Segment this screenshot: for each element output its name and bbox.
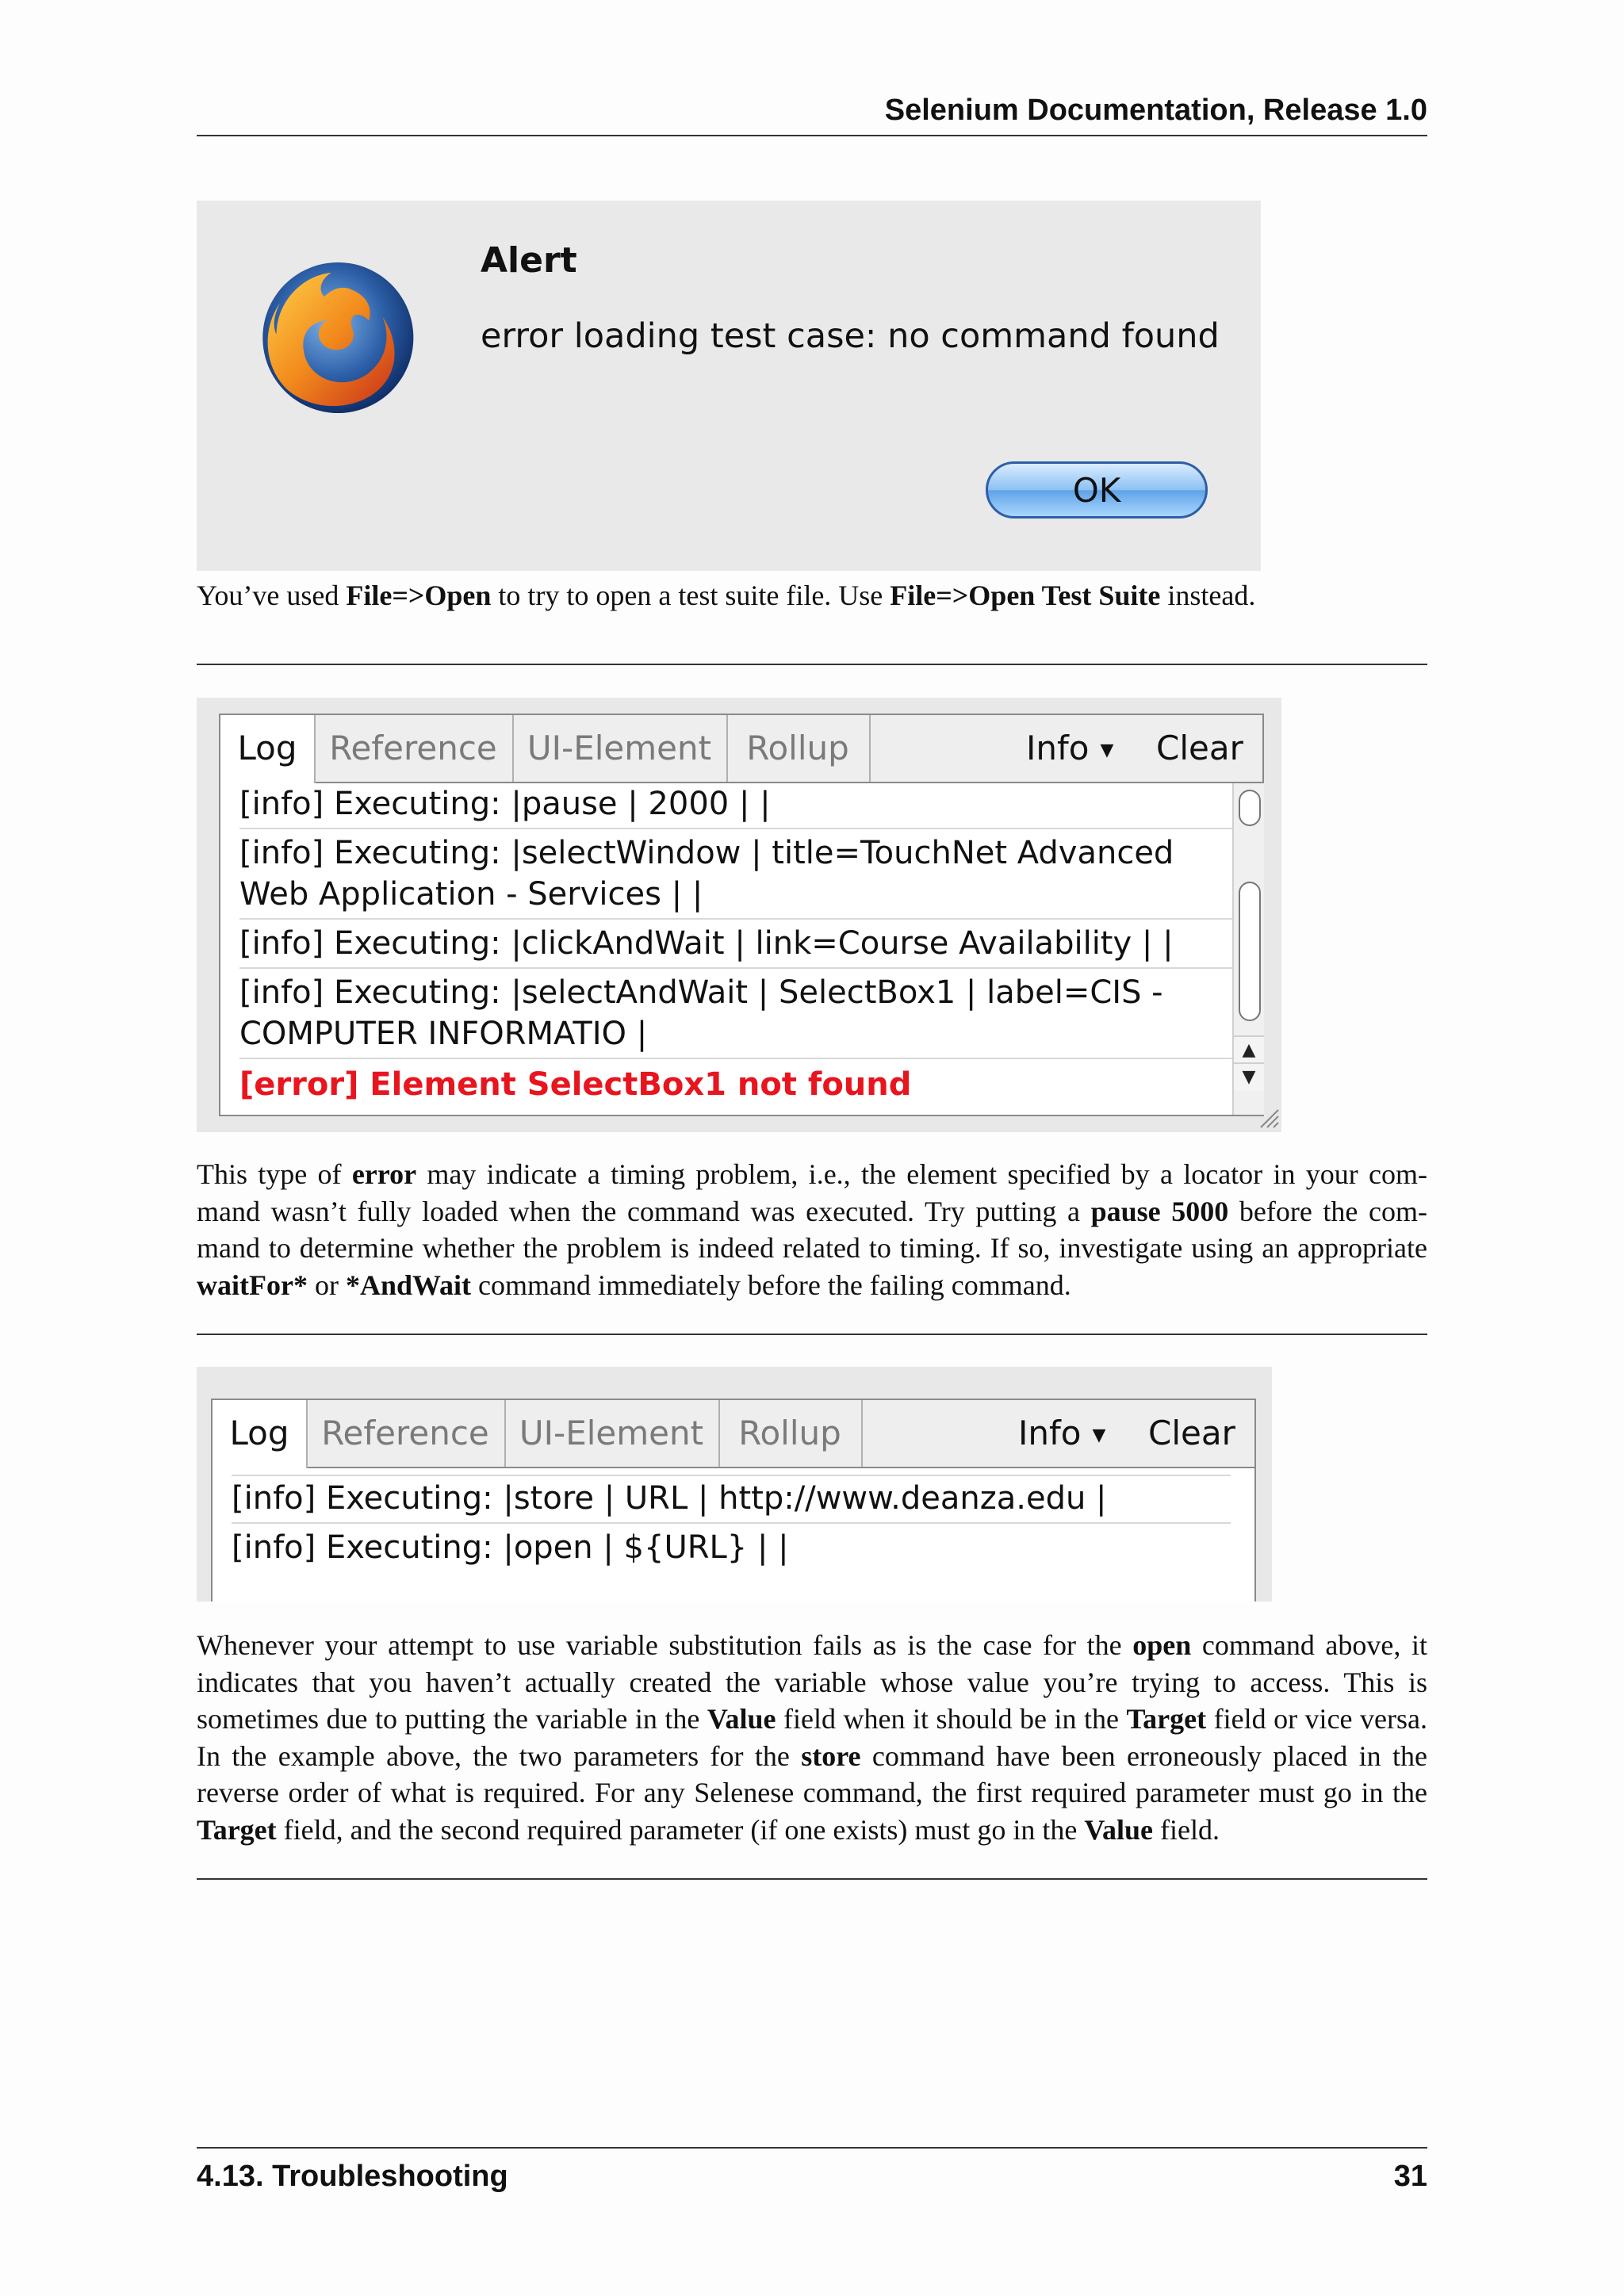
paragraph-file-open [197, 577, 1427, 614]
bold-run: waitFor* [197, 1269, 308, 1301]
tab-ui-element[interactable]: UI-Element [504, 1400, 720, 1467]
paragraph-variable-substitution [197, 1627, 1427, 1848]
footer-section-title: 4.13. Troubleshooting [197, 2160, 508, 2193]
firefox-logo-icon [249, 252, 420, 423]
log-entry: [info] Executing: |selectWindow | title=TouchNet Advanced [239, 835, 1174, 871]
scroll-thumb-top [1239, 790, 1261, 826]
entry-separator [239, 967, 1239, 969]
bold-run: error [351, 1158, 417, 1190]
tab-log[interactable]: Log [220, 715, 316, 783]
scroll-down-arrow-icon[interactable]: ▼ [1234, 1062, 1264, 1091]
alert-title: Alert [481, 240, 577, 281]
bold-run: Target [1126, 1703, 1207, 1735]
log-entry-continued: Web Application - Services | | [239, 876, 703, 913]
text-run: field. [1153, 1813, 1220, 1846]
bold-run: store [801, 1739, 861, 1772]
log-level-label: Info [1026, 729, 1090, 767]
bold-run: open [1132, 1629, 1192, 1661]
entry-separator [232, 1522, 1231, 1524]
ok-button[interactable]: OK [986, 461, 1208, 519]
log-entry: [info] Executing: |clickAndWait | link=Course Availability | | [239, 925, 1174, 962]
log-box [219, 714, 1264, 1116]
log-entry-error: [error] Element SelectBox1 not found [239, 1066, 912, 1103]
log-panel-screenshot-1 [197, 698, 1281, 1132]
log-entry: [info] Executing: |store | URL | http://www.deanza.edu | [232, 1480, 1107, 1517]
divider [197, 1878, 1427, 1880]
tab-reference[interactable]: Reference [314, 715, 514, 782]
entry-separator [239, 1058, 1239, 1059]
bold-run: Value [1084, 1813, 1154, 1846]
clear-button[interactable]: Clear [1148, 1414, 1235, 1452]
log-level-select[interactable] [1018, 1400, 1105, 1467]
text-run: may indicate a timing problem, i.e., the element specified by a locator in your com-mand wasn’t fully loaded when the command was executed. Try putting a [197, 1158, 1427, 1227]
paragraph-error-timing [197, 1156, 1427, 1303]
log-level-select[interactable] [1026, 715, 1113, 782]
log-box [211, 1399, 1256, 1601]
bold-run: File=>Open [346, 580, 492, 611]
text-run: field or vice versa. In the example above, the two parameters for the [197, 1703, 1427, 1772]
text-run: command immediately before the failing command. [471, 1269, 1071, 1301]
scroll-thumb[interactable] [1239, 882, 1261, 1021]
chevron-down-icon: ▼ [1100, 740, 1114, 760]
resize-grip-icon[interactable] [1256, 1105, 1280, 1129]
entry-separator [239, 918, 1239, 920]
tab-rollup[interactable]: Rollup [718, 1400, 863, 1467]
tab-ui-element[interactable]: UI-Element [512, 715, 728, 782]
scroll-up-arrow-icon[interactable]: ▲ [1234, 1035, 1264, 1064]
text-run: field when it should be in the [776, 1703, 1127, 1735]
clear-button[interactable]: Clear [1156, 729, 1243, 767]
text-run: before the com-mand to determine whether the problem is indeed related to timing. If so, investigate using an appropriate [197, 1195, 1427, 1264]
bold-run: File=>Open Test Suite [890, 580, 1161, 611]
entry-separator [239, 828, 1239, 829]
text-run: or [307, 1269, 346, 1301]
text-run: This type of [197, 1158, 352, 1190]
text-run: You’ve used [197, 580, 347, 611]
running-header [197, 87, 1427, 136]
log-entry-continued: COMPUTER INFORMATIO | [239, 1016, 648, 1052]
bold-run: Target [197, 1813, 277, 1846]
bold-run: *AndWait [345, 1269, 472, 1301]
bold-run: Value [707, 1703, 776, 1735]
log-entry: [info] Executing: |selectAndWait | SelectBox1 | label=CIS - [239, 974, 1163, 1011]
tab-reference[interactable]: Reference [306, 1400, 506, 1467]
log-entry: [info] Executing: |open | ${URL} | | [232, 1529, 789, 1566]
entry-separator [232, 1475, 1231, 1476]
log-panel-screenshot-2 [197, 1367, 1272, 1601]
text-run: instead. [1160, 580, 1256, 611]
alert-message: error loading test case: no command found [481, 316, 1220, 356]
text-run: field, and the second required parameter (if one exists) must go in the [276, 1813, 1085, 1846]
scrollbar[interactable] [1232, 783, 1264, 1115]
text-run: to try to open a test suite file. Use [491, 580, 891, 611]
bold-run: pause 5000 [1090, 1195, 1229, 1227]
page-number: 31 [1393, 2160, 1427, 2193]
alert-dialog-screenshot [197, 201, 1261, 571]
tab-log[interactable]: Log [213, 1400, 308, 1468]
tab-bar [213, 1400, 1254, 1468]
text-run: command above, it indicates that you haven’t actually created the variable whose value you’re trying to access. This is sometimes due to putting the variable in the [197, 1629, 1428, 1735]
divider [197, 1334, 1427, 1335]
chevron-down-icon: ▼ [1092, 1425, 1106, 1445]
text-run: Whenever your attempt to use variable substitution fails as is the case for the [197, 1629, 1133, 1661]
text-run: command have been erroneously placed in the reverse order of what is required. For any Selenese command, the first required parameter must go in the [197, 1739, 1427, 1808]
running-header-title: Selenium Documentation, Release 1.0 [884, 94, 1427, 127]
divider [197, 664, 1427, 665]
page-footer [197, 2147, 1427, 2193]
tab-rollup[interactable]: Rollup [726, 715, 871, 782]
log-entry: [info] Executing: |pause | 2000 | | [239, 786, 771, 822]
tab-bar [220, 715, 1262, 783]
log-level-label: Info [1018, 1414, 1082, 1452]
